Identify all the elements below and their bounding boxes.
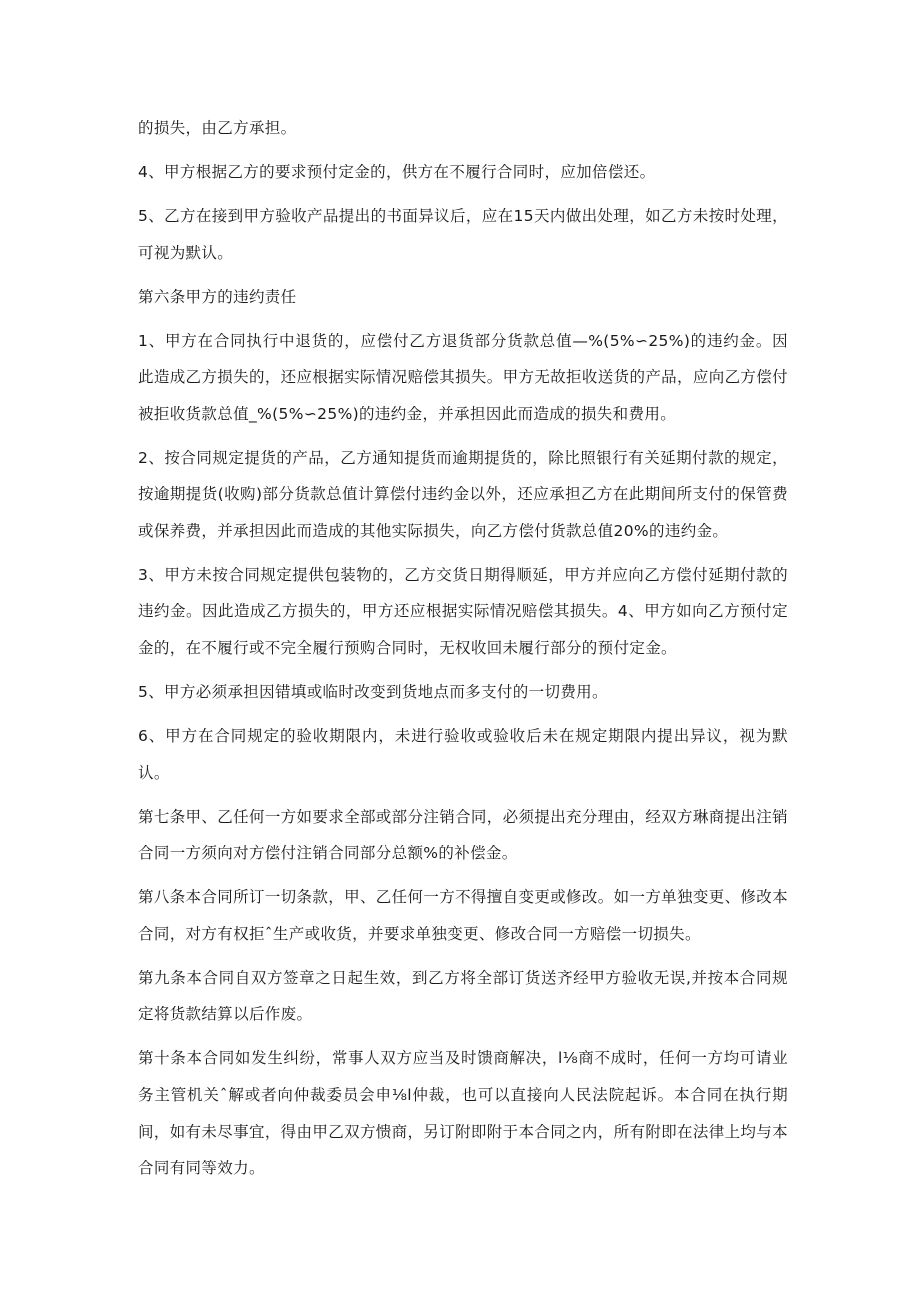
paragraph: 第十条本合同如发生纠纷，常事人双方应当及时馈商解决，l⅛商不成时，任何一方均可请业务主管机关ˆ解或者向仲裁委员会申⅛l仲裁，也可以直接向人民法院起诉。本合同在执行期间，如有未尽事宜，得由甲乙双方愦商，另订附即附于本合同之内，所有附即在法律上均与本合同有同等效力。 bbox=[138, 1049, 788, 1178]
paragraph: 5、乙方在接到甲方验收产品提出的书面异议后，应在15天内做出处理，如乙方未按时处理，可视为默认。 bbox=[138, 206, 788, 262]
paragraph: 6、甲方在合同规定的验收期限内，未进行验收或验收后未在规定期限内提出异议，视为默认。 bbox=[138, 727, 788, 782]
paragraph: 的损失，由乙方承担。 bbox=[138, 119, 297, 137]
paragraph: 第七条甲、乙任何一方如要求全部或部分注销合同，必须提出充分理由，经双方琳商提出注销合同一方须向对方偿付注销合同部分总额%的补偿金。 bbox=[138, 807, 788, 863]
paragraph: 第九条本合同自双方签章之日起生效，到乙方将全部订货送齐经甲方验收无误,并按本合同规定将货款结算以后作废。 bbox=[138, 968, 788, 1024]
paragraph: 4、甲方根据乙方的要求预付定金的，供方在不履行合同时，应加倍偿还。 bbox=[138, 162, 656, 181]
paragraph: 1、甲方在合同执行中退货的，应偿付乙方退货部分货款总值—%(5%∽25%)的违约金。因此造成乙方损失的，还应根据实际情况赔偿其损失。甲方无故拒收送货的产品，应向乙方偿付被拒收货款总值_%(5%∽25%)的违约金，并承担因此而造成的损失和费用。 bbox=[138, 331, 788, 423]
paragraph: 2、按合同规定提货的产品，乙方通知提货而逾期提货的，除比照银行有关延期付款的规定，按逾期提货(收购)部分货款总值计算偿付违约金以外，还应承担乙方在此期间所支付的保管费或保养费，并承担因此而造成的其他实际损失，向乙方偿付货款总值20%的违约金。 bbox=[138, 448, 788, 540]
document-body bbox=[138, 110, 788, 1194]
paragraph: 第八条本合同所订一切条款，甲、乙任何一方不得擅自变更或修改。如一方单独变更、修改本合同，对方有权拒ˆ生产或收货，并要求单独变更、修改合同一方赔偿一切损失。 bbox=[138, 888, 788, 943]
paragraph: 5、甲方必须承担因错填或临时改变到货地点而多支付的一切费用。 bbox=[138, 683, 608, 702]
section-heading: 第六条甲方的违约责任 bbox=[138, 287, 297, 306]
paragraph: 3、甲方未按合同规定提供包装物的，乙方交货日期得顺延，甲方并应向乙方偿付延期付款的违约金。因此造成乙方损失的，甲方还应根据实际情况赔偿其损失。4、甲方如向乙方预付定金的，在不履行或不完全履行预购合同时，无权收回未履行部分的预付定金。 bbox=[138, 565, 788, 658]
